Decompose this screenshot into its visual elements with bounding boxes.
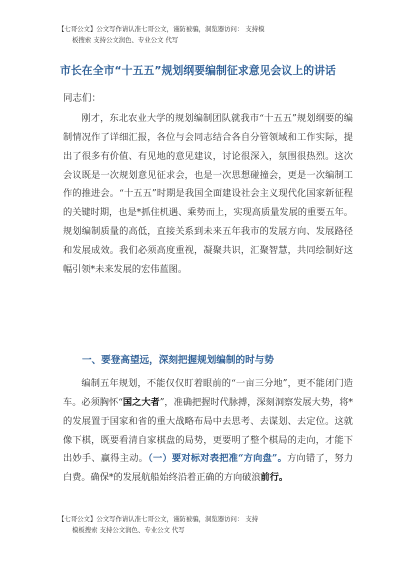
subheading-inline: （一）要对标对表把准“方向盘”。 [148, 453, 288, 465]
header-line-2: 板搜索 支持公文润色、专业公文 代写 [72, 36, 179, 44]
section-heading-1: 一、要登高望远，深刻把握规划编制的时与势 [82, 355, 274, 366]
emphasis-text: 前行。 [260, 472, 289, 484]
paragraph-text [63, 375, 353, 488]
salutation: 同志们： [63, 93, 102, 104]
header-line-1: 【七哥公文】公文写作请认准七哥公文，谨防被骗，洞览器访问： 支持 [58, 515, 259, 523]
text-run: 方向错了，努力白费。确保*的发展航船始终沿着正确的方向破浪 [63, 453, 354, 484]
emphasis-text: 国之大者 [122, 396, 160, 408]
paragraph-text: 刚才，东北农业大学的规划编制团队就我市“十五五”规划纲要的编制情况作了详细汇报，各位与会同志结合各自分管领域和工作实际，提出了很多有价值、有见地的意见建议，讨论很深入，氛围很热烈。这次会议既是一次规划意见征求会，也是一次思想碰撞会，更是一次编制工作的推进会。“十五五”时期是我国全面建设社会主义现代化国家新征程的关键时期，也是*抓住机遇、乘势而上，实现高质量发展的重要五年。规划编制质量的高低，直接关系到未来五年我市的发展方向、发展路径和发展成效。我们必须高度重视，凝聚共识，汇聚智慧，共同绘制好这幅引领*未来发展的宏伟蓝图。 [63, 113, 353, 275]
text-run: ”，准确把握时代脉搏，深刻洞察发展大势，将*的发展置于国家和省的重大战略布局中去思考、去谋划、去定位。这就像下棋，既要看清自家棋盘的局势，更要明了整个棋局的走向，才能下出妙手、赢得主动。 [63, 396, 354, 465]
document-title: 市长在全市“十五五”规划纲要编制征求意见会议上的讲话 [60, 64, 336, 77]
paragraph-section-1 [63, 375, 353, 488]
header-banner-bottom [58, 514, 358, 536]
header-banner-top [58, 24, 358, 46]
header-line-1: 【七哥公文】公文写作请认准七哥公文，谨防被骗，洞览器访问： 支持模 [58, 25, 265, 33]
text-run: 编制五年规划，不能仅仅盯着眼前的“一亩三分地”，更不能闭门造车。必须胸怀“ [63, 378, 353, 408]
paragraph-intro [63, 110, 353, 280]
header-line-2: 模板搜索 支持公文润色、专业公文 代写 [72, 526, 185, 534]
